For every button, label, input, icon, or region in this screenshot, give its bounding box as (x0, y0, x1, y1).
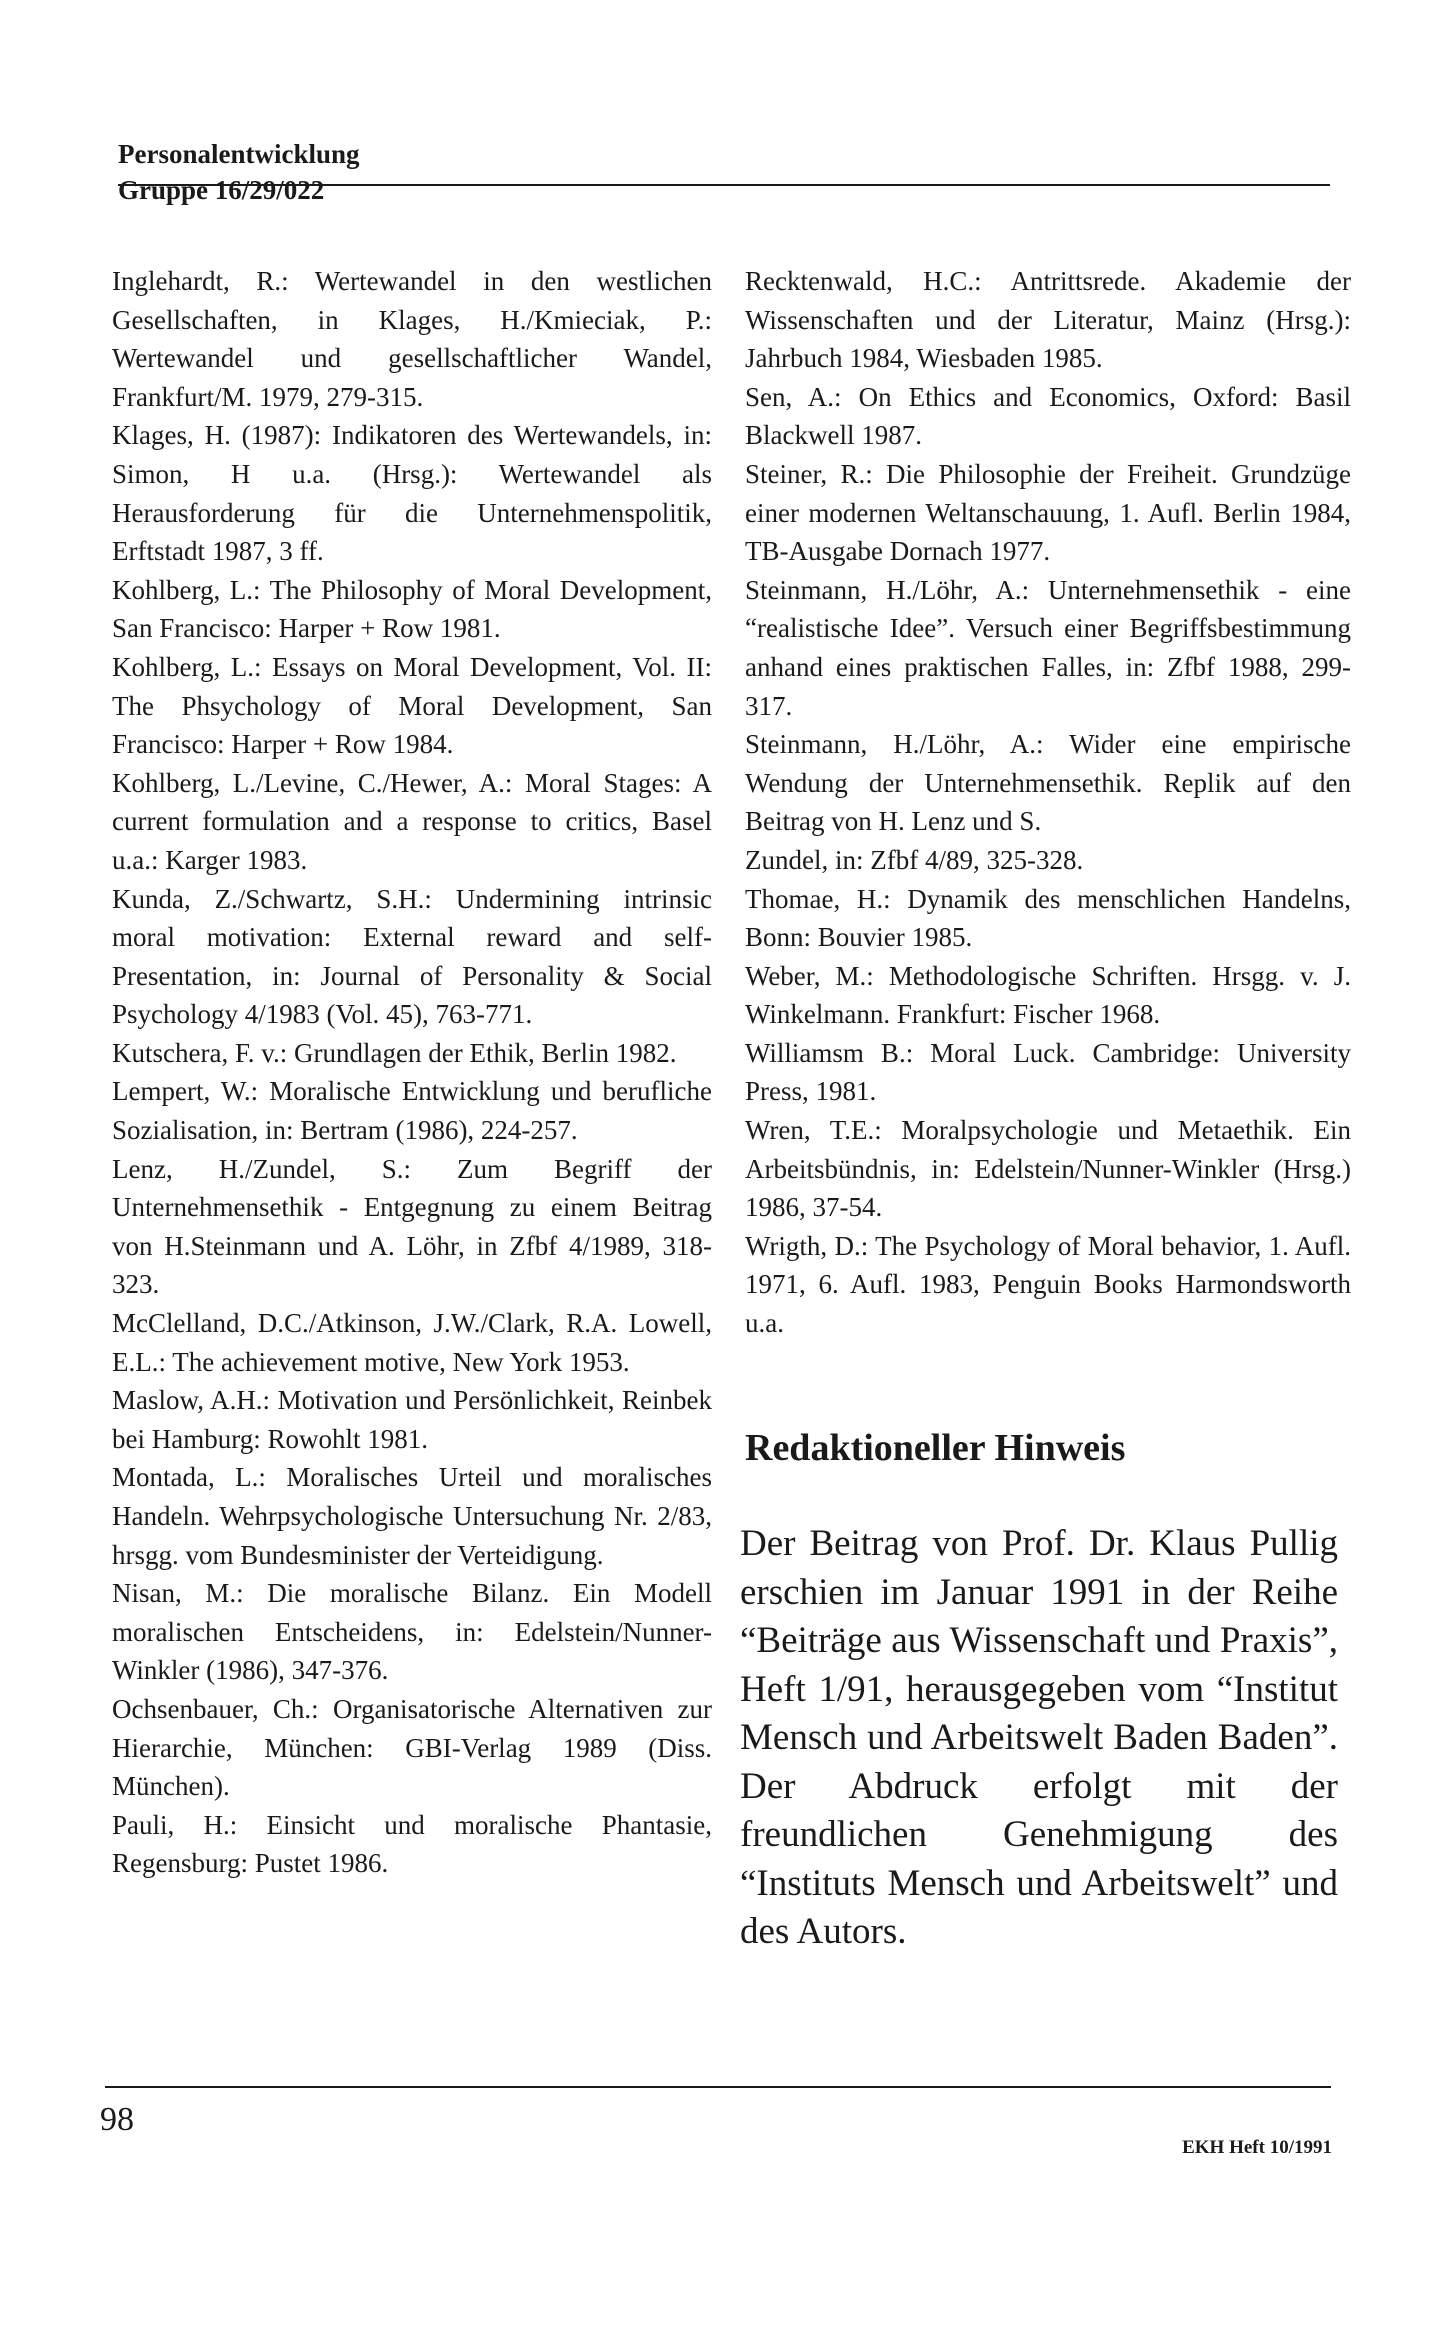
reference-item: Kunda, Z./Schwartz, S.H.: Undermining intrinsic moral motivation: External reward and self-Presentation, in: Journal of Personality & Social Psychology 4/1983 (Vol. 45), 763-771. (112, 883, 712, 1030)
reference-item: Zundel, in: Zfbf 4/89, 325-328. (745, 844, 1084, 875)
journal-issue: EKH Heft 10/1991 (1182, 2137, 1332, 2158)
editorial-note-body: Der Beitrag von Prof. Dr. Klaus Pullig erschien im Januar 1991 in der Reihe “Beiträge aus Wissenschaft und Praxis”, Heft 1/91, herausgegeben vom “Institut Mensch und Arbeitswelt Baden Baden”. Der Abdruck erfolgt mit der freundlichen Genehmigung des “Instituts Mensch und Arbeitswelt” und des Autors. (740, 1523, 1338, 1952)
reference-item: Kohlberg, L.: Essays on Moral Development, Vol. II: The Phsychology of Moral Development, San Francisco: Harper + Row 1984. (112, 651, 712, 760)
reference-item: Kohlberg, L./Levine, C./Hewer, A.: Moral Stages: A current formulation and a response to critics, Basel u.a.: Karger 1983. (112, 767, 712, 875)
reference-item: Kohlberg, L.: The Philosophy of Moral Development, San Francisco: Harper + Row 1981. (112, 574, 712, 644)
reference-item: Montada, L.: Moralisches Urteil und moralisches Handeln. Wehrpsychologische Untersuchung Nr. 2/83, hrsgg. vom Bundesminister der Verteidigung. (112, 1462, 712, 1570)
reference-item: Steiner, R.: Die Philosophie der Freiheit. Grundzüge einer modernen Weltanschauung, 1. Aufl. Berlin 1984, TB-Ausgabe Dornach 1977. (745, 458, 1351, 567)
editorial-note-title: Redaktioneller Hinweis (745, 1427, 1126, 1469)
references-left-column (112, 262, 712, 1883)
reference-item: Ochsenbauer, Ch.: Organisatorische Alternativen zur Hierarchie, München: GBI-Verlag 1989 (Diss. München). (112, 1693, 712, 1802)
reference-item: Lempert, W.: Moralische Entwicklung und berufliche Sozialisation, in: Bertram (1986), 224-257. (112, 1076, 712, 1146)
reference-item: Nisan, M.: Die moralische Bilanz. Ein Modell moralischen Entscheidens, in: Edelstein/Nunner-Winkler (1986), 347-376. (112, 1578, 712, 1686)
reference-item: Wren, T.E.: Moralpsychologie und Metaethik. Ein Arbeitsbündnis, in: Edelstein/Nunner-Winkler (Hrsg.) 1986, 37-54. (745, 1115, 1351, 1223)
reference-item: Weber, M.: Methodologische Schriften. Hrsgg. v. J. Winkelmann. Frankfurt: Fischer 1968. (745, 960, 1351, 1030)
reference-item: Recktenwald, H.C.: Antrittsrede. Akademie der Wissenschaften und der Literatur, Mainz (Hrsg.): Jahrbuch 1984, Wiesbaden 1985. (745, 266, 1351, 374)
group-number: Gruppe 16/29/022 (118, 175, 325, 205)
reference-item: Steinmann, H./Löhr, A.: Wider eine empirische Wendung der Unternehmensethik. Replik auf den Beitrag von H. Lenz und S. (745, 729, 1351, 837)
reference-item: Inglehardt, R.: Wertewandel in den westlichen Gesellschaften, in Klages, H./Kmieciak, P.: Wertewandel und gesellschaftlicher Wandel, Frankfurt/M. 1979, 279-315. (112, 266, 712, 412)
reference-item: Maslow, A.H.: Motivation und Persönlichkeit, Reinbek bei Hamburg: Rowohlt 1981. (112, 1385, 712, 1454)
reference-item: Pauli, H.: Einsicht und moralische Phantasie, Regensburg: Pustet 1986. (112, 1809, 712, 1879)
reference-item: Wrigth, D.: The Psychology of Moral behavior, 1. Aufl. 1971, 6. Aufl. 1983, Penguin Books Harmondsworth u.a. (745, 1230, 1351, 1339)
references-right-column (745, 262, 1351, 1343)
reference-item: Williamsm B.: Moral Luck. Cambridge: University Press, 1981. (745, 1037, 1351, 1107)
reference-item: Sen, A.: On Ethics and Economics, Oxford: Basil Blackwell 1987. (745, 381, 1351, 451)
section-title: Personalentwicklung (118, 139, 360, 169)
reference-item: Steinmann, H./Löhr, A.: Unternehmensethik - eine “realistische Idee”. Versuch einer Begriffsbestimmung anhand eines praktischen Falles, in: Zfbf 1988, 299-317. (745, 574, 1351, 721)
page-number: 98 (100, 2101, 134, 2138)
page-header (118, 138, 1330, 206)
reference-item: McClelland, D.C./Atkinson, J.W./Clark, R.A. Lowell, E.L.: The achievement motive, New York 1953. (112, 1308, 712, 1377)
header-rule (118, 184, 1330, 186)
reference-item: Lenz, H./Zundel, S.: Zum Begriff der Unternehmensethik - Entgegnung zu einem Beitrag von H.Steinmann und A. Löhr, in Zfbf 4/1989, 318-323. (112, 1153, 712, 1300)
reference-item: Kutschera, F. v.: Grundlagen der Ethik, Berlin 1982. (112, 1037, 677, 1068)
footer-rule (105, 2086, 1331, 2088)
reference-item: Thomae, H.: Dynamik des menschlichen Handelns, Bonn: Bouvier 1985. (745, 883, 1351, 953)
reference-item: Klages, H. (1987): Indikatoren des Wertewandels, in: Simon, H u.a. (Hrsg.): Wertewandel als Herausforderung für die Unternehmenspolitik, Erftstadt 1987, 3 ff. (112, 420, 712, 567)
